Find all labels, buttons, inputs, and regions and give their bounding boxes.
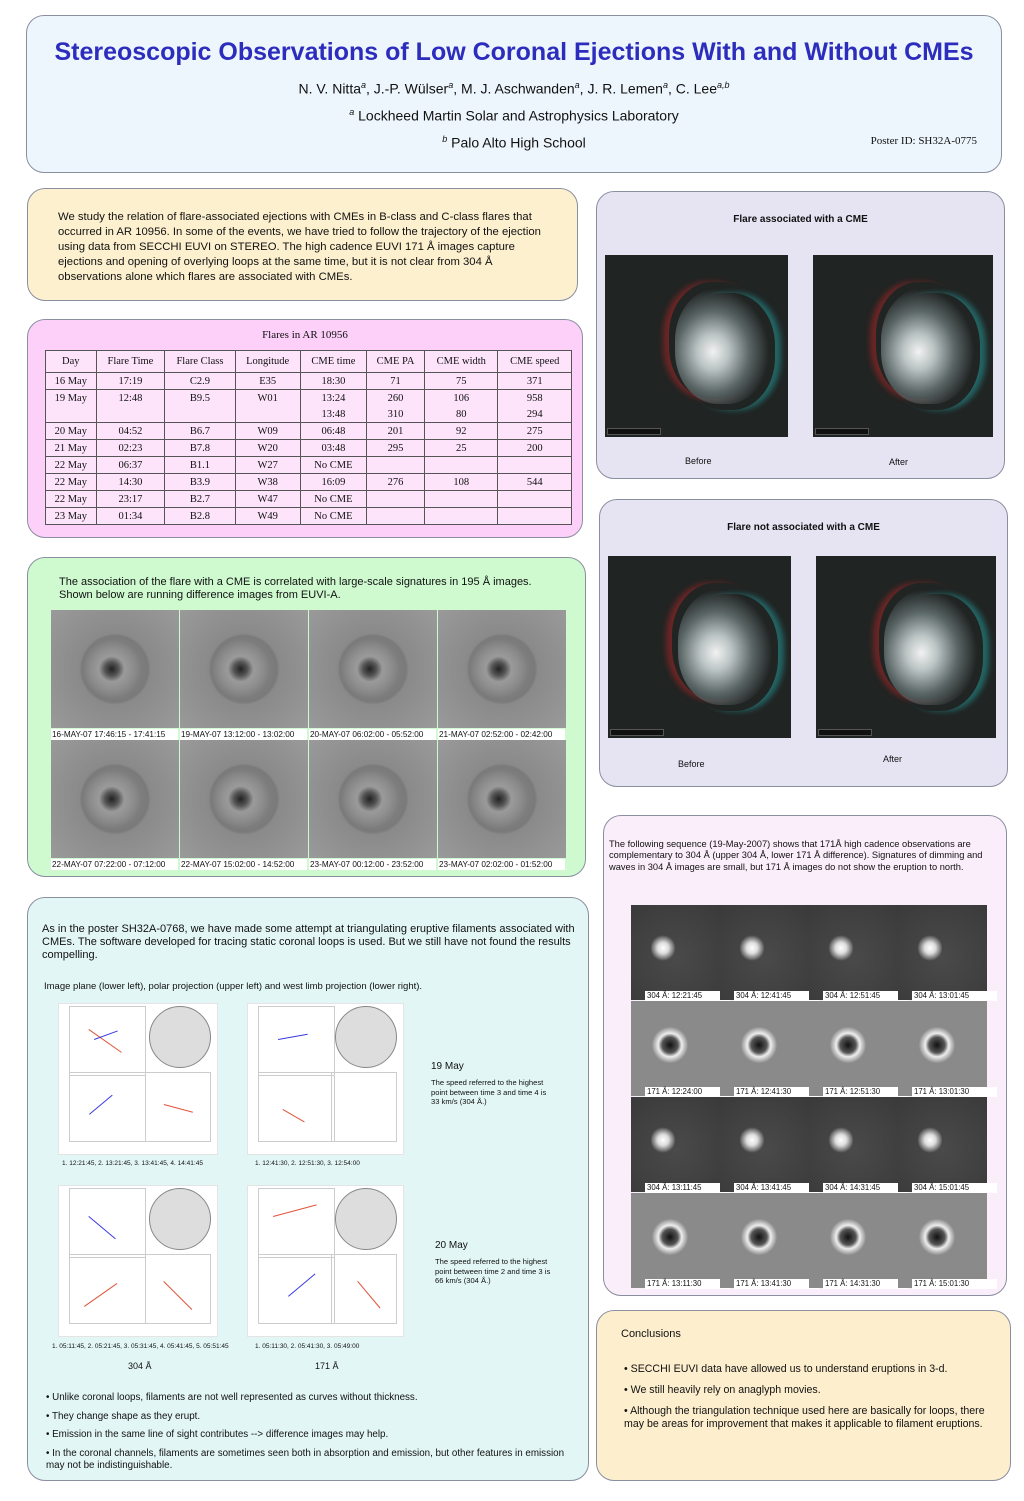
affiliation-mark: b	[442, 134, 448, 144]
bullet-item: • Unlike coronal loops, filaments are not well represented as curves without thickness.	[46, 1392, 418, 1403]
table-cell	[46, 406, 97, 423]
table-cell: 14:30	[96, 474, 165, 491]
sequence-image	[720, 905, 809, 1000]
affiliation-b	[27, 134, 1001, 151]
header-panel	[26, 15, 1002, 173]
conclusions-panel	[596, 1310, 1011, 1481]
table-cell	[498, 508, 572, 525]
table-cell: 17:19	[96, 373, 165, 390]
table-cell: B6.7	[165, 423, 235, 440]
table-body	[46, 373, 572, 525]
image-plane-disk	[149, 1006, 211, 1068]
running-difference-image	[180, 610, 308, 728]
plot-times: 1. 12:41:30, 2. 12:51:30, 3. 12:54:00	[255, 1160, 360, 1167]
author-aff: a,b	[716, 80, 730, 90]
affiliation-a	[27, 107, 1001, 124]
running-difference-image	[309, 610, 437, 728]
image-timestamp-label: 21-MAY-07 02:52:00 - 02:42:00	[438, 729, 565, 740]
triangulation-plot	[247, 1185, 404, 1337]
table-cell: 19 May	[46, 390, 97, 407]
image-timestamp-label: 23-MAY-07 00:12:00 - 23:52:00	[309, 859, 436, 870]
triangulation-bullets	[46, 1392, 574, 1479]
flare-table-panel	[27, 319, 583, 538]
table-cell: 201	[367, 423, 425, 440]
before-caption: Before	[678, 759, 705, 769]
table-header-cell: Flare Time	[96, 351, 165, 373]
sequence-label: 304 Å: 13:01:45	[912, 991, 997, 1001]
sequence-image	[898, 1097, 987, 1192]
table-cell: B2.7	[165, 491, 235, 508]
table-cell: 13:24	[300, 390, 366, 407]
sequence-label: 171 Å: 15:01:30	[912, 1279, 997, 1289]
sequence-label: 304 Å: 14:31:45	[823, 1183, 908, 1193]
image-timestamp-label: 16-MAY-07 17:46:15 - 17:41:15	[51, 729, 178, 740]
image-plane	[69, 1072, 146, 1142]
image-timestamp-label: 20-MAY-07 06:02:00 - 05:52:00	[309, 729, 436, 740]
table-cell: W38	[235, 474, 300, 491]
triangulation-plot	[247, 1003, 404, 1155]
table-cell: W49	[235, 508, 300, 525]
bullet-item: • In the coronal channels, filaments are sometimes seen both in absorption and emission, but other features in emission may not be indistinguishable.	[46, 1447, 565, 1471]
table-cell: C2.9	[165, 373, 235, 390]
author-name: J. R. Lemen	[587, 80, 663, 97]
sequence-label: 171 Å: 12:24:00	[645, 1087, 730, 1097]
sequence-image	[720, 1001, 809, 1096]
sequence-image	[720, 1097, 809, 1192]
plot-times: 1. 12:21:45, 2. 13:21:45, 3. 13:41:45, 4. 14:41:45	[62, 1160, 203, 1167]
sequence-image	[898, 1001, 987, 1096]
table-cell: 71	[367, 373, 425, 390]
triangulation-panel	[27, 897, 589, 1481]
table-cell	[425, 508, 498, 525]
table-cell	[425, 491, 498, 508]
table-cell: 22 May	[46, 474, 97, 491]
conclusions-title: Conclusions	[621, 1328, 681, 1340]
table-row	[46, 457, 572, 474]
running-difference-image	[180, 740, 308, 858]
bullet-item: • They change shape as they erupt.	[46, 1410, 201, 1422]
table-cell: 106	[425, 390, 498, 407]
sequence-image	[631, 1193, 720, 1288]
table-cell: 80	[425, 406, 498, 423]
plot-times: 1. 05:11:45, 2. 05:21:45, 3. 05:31:45, 4. 05:41:45, 5. 05:51:45	[52, 1343, 229, 1350]
conclusion-item: • Although the triangulation technique used here are basically for loops, there may be areas for improvement that makes it applicable to filament eruptions.	[624, 1405, 985, 1430]
polar-projection	[69, 1188, 146, 1258]
sequence-label: 171 Å: 14:31:30	[823, 1279, 908, 1289]
table-cell: 03:48	[300, 440, 366, 457]
sequence-label: 304 Å: 15:01:45	[912, 1183, 997, 1193]
table-cell: 18:30	[300, 373, 366, 390]
table-cell: 108	[425, 474, 498, 491]
panel-title: Flare associated with a CME	[733, 214, 868, 225]
running-difference-image	[51, 740, 179, 858]
column-label-304: 304 Å	[128, 1361, 152, 1371]
table-cell: W01	[235, 390, 300, 407]
table-cell: 958	[498, 390, 572, 407]
triangulation-caption: Image plane (lower left), polar projection (upper left) and west limb projection (lower right).	[44, 981, 423, 992]
table-row	[46, 440, 572, 457]
triangulation-plot	[58, 1185, 218, 1337]
affiliation-mark: a	[349, 107, 355, 117]
image-timestamp-label: 22-MAY-07 07:22:00 - 07:12:00	[51, 859, 178, 870]
author-aff: a	[574, 80, 580, 90]
sequence-panel	[603, 815, 1007, 1296]
table-cell: 310	[367, 406, 425, 423]
table-cell	[235, 406, 300, 423]
sequence-image	[631, 905, 720, 1000]
table-header-cell: CME speed	[498, 351, 572, 373]
table-cell: 12:48	[96, 390, 165, 407]
table-cell: 275	[498, 423, 572, 440]
table-cell: 16:09	[300, 474, 366, 491]
triangulation-plot	[58, 1003, 218, 1155]
anaglyph-after-image	[816, 556, 996, 738]
author-aff: a	[448, 80, 454, 90]
table-cell: B3.9	[165, 474, 235, 491]
affiliation-text: Palo Alto High School	[451, 134, 586, 151]
table-cell: 23 May	[46, 508, 97, 525]
sequence-image	[898, 1193, 987, 1288]
table-cell: 25	[425, 440, 498, 457]
conclusion-item: • SECCHI EUVI data have allowed us to understand eruptions in 3-d.	[624, 1363, 948, 1375]
table-cell: No CME	[300, 491, 366, 508]
table-row	[46, 491, 572, 508]
table-cell: 21 May	[46, 440, 97, 457]
sequence-image	[631, 1001, 720, 1096]
table-cell: 22 May	[46, 457, 97, 474]
table-cell: W47	[235, 491, 300, 508]
table-cell: 01:34	[96, 508, 165, 525]
table-cell: B1.1	[165, 457, 235, 474]
sequence-image	[720, 1193, 809, 1288]
author-name: N. V. Nitta	[298, 80, 361, 97]
sequence-label: 171 Å: 12:51:30	[823, 1087, 908, 1097]
bullet-item: • Emission in the same line of sight contributes --> difference images may help.	[46, 1429, 389, 1440]
author-name: C. Lee	[675, 80, 717, 97]
sequence-image	[631, 1097, 720, 1192]
table-cell: 23:17	[96, 491, 165, 508]
may19-date: 19 May	[431, 1061, 464, 1072]
table-header-row	[46, 351, 572, 373]
flare-table	[45, 350, 572, 525]
polar-projection	[258, 1188, 335, 1258]
table-cell: 200	[498, 440, 572, 457]
author-name: J.-P. Wülser	[373, 80, 449, 97]
before-caption: Before	[685, 456, 712, 466]
image-plane-disk	[149, 1188, 211, 1250]
table-row	[46, 373, 572, 390]
table-cell: B7.8	[165, 440, 235, 457]
table-header-cell: Flare Class	[165, 351, 235, 373]
table-cell: 13:48	[300, 406, 366, 423]
image-timestamp-label: 19-MAY-07 13:12:00 - 13:02:00	[180, 729, 307, 740]
table-header-cell: Day	[46, 351, 97, 373]
anaglyph-after-image	[813, 255, 993, 437]
table-cell: 92	[425, 423, 498, 440]
sequence-image	[809, 1097, 898, 1192]
table-cell: 371	[498, 373, 572, 390]
may20-date: 20 May	[435, 1240, 468, 1251]
sequence-image	[898, 905, 987, 1000]
table-header-cell: CME time	[300, 351, 366, 373]
sequence-label: 171 Å: 13:41:30	[734, 1279, 819, 1289]
table-cell	[367, 508, 425, 525]
image-plane-disk	[335, 1188, 397, 1250]
table-cell	[367, 491, 425, 508]
sequence-label: 304 Å: 12:51:45	[823, 991, 908, 1001]
table-cell: No CME	[300, 508, 366, 525]
cme-associated-panel	[596, 191, 1005, 479]
west-limb-projection	[145, 1254, 211, 1324]
poster-id: Poster ID: SH32A-0775	[870, 135, 977, 147]
table-header-cell: Longitude	[235, 351, 300, 373]
euvi195-panel	[27, 557, 586, 877]
table-header-cell: CME width	[425, 351, 498, 373]
table-cell: 260	[367, 390, 425, 407]
table-cell	[498, 491, 572, 508]
after-caption: After	[883, 754, 903, 764]
author-name: M. J. Aschwanden	[461, 80, 575, 97]
table-row	[46, 406, 572, 423]
image-timestamp-label: 22-MAY-07 15:02:00 - 14:52:00	[180, 859, 307, 870]
running-difference-image	[438, 740, 566, 858]
table-cell: 16 May	[46, 373, 97, 390]
intro-text: We study the relation of flare-associated ejections with CMEs in B-class and C-class flares that occurred in AR 10956. In some of the events, we have tried to follow the trajectory of the ejection using data from SECCHI EUVI on STEREO. The high cadence EUVI 171 Å images capture ejections and opening of overlying loops at the same time, but it is not clear from 304 Å observations alone which flares are associated with CMEs.	[58, 211, 541, 283]
running-difference-image	[51, 610, 179, 728]
author-list: N. V. Nitta$^a$, J.-P. Wülser$^a$, M. J. Aschwanden$^a$, J. R. Lemen$^a$, C. Lee$^{a,b}$	[298, 80, 730, 97]
author-aff: a	[662, 80, 668, 90]
table-cell	[425, 457, 498, 474]
table-cell: B9.5	[165, 390, 235, 407]
sequence-label: 304 Å: 12:41:45	[734, 991, 819, 1001]
no-cme-panel	[599, 499, 1008, 787]
west-limb-projection	[331, 1072, 397, 1142]
table-caption: Flares in AR 10956	[262, 329, 348, 341]
table-cell: 276	[367, 474, 425, 491]
after-caption: After	[889, 457, 909, 467]
sequence-image	[809, 1001, 898, 1096]
table-cell: 04:52	[96, 423, 165, 440]
table-cell: E35	[235, 373, 300, 390]
may20-note: The speed referred to the highest point between time 2 and time 3 is 66 km/s (304 Å.)	[435, 1257, 551, 1285]
table-cell	[96, 406, 165, 423]
table-cell	[498, 457, 572, 474]
table-cell: W09	[235, 423, 300, 440]
panel-title: Flare not associated with a CME	[727, 522, 880, 533]
image-timestamp-label: 23-MAY-07 02:02:00 - 01:52:00	[438, 859, 565, 870]
table-cell: 294	[498, 406, 572, 423]
sequence-label: 304 Å: 12:21:45	[645, 991, 730, 1001]
author-aff: a	[361, 80, 367, 90]
anaglyph-before-image	[608, 556, 791, 738]
table-row	[46, 423, 572, 440]
table-cell: No CME	[300, 457, 366, 474]
sequence-label: 304 Å: 13:41:45	[734, 1183, 819, 1193]
table-header-cell: CME PA	[367, 351, 425, 373]
table-cell: W20	[235, 440, 300, 457]
table-cell: 06:48	[300, 423, 366, 440]
euvi195-text: The association of the flare with a CME is correlated with large-scale signatures in 195 Å images. Shown below are running difference images from EUVI-A.	[59, 576, 532, 601]
image-plane	[258, 1072, 335, 1142]
table-cell: 22 May	[46, 491, 97, 508]
table-row	[46, 508, 572, 525]
polar-projection	[258, 1006, 335, 1076]
column-label-171: 171 Å	[315, 1361, 339, 1371]
running-difference-image	[309, 740, 437, 858]
anaglyph-before-image	[605, 255, 788, 437]
table-cell	[165, 406, 235, 423]
sequence-label: 171 Å: 13:11:30	[645, 1279, 730, 1289]
sequence-image	[809, 905, 898, 1000]
sequence-label: 171 Å: 12:41:30	[734, 1087, 819, 1097]
sequence-text: The following sequence (19-May-2007) shows that 171Å high cadence observations are complementary to 304 Å (upper 304 Å, lower 171 Å difference). Signatures of dimming and waves in 304 Å images are small, but 171 Å images do not show the eruption to north.	[609, 839, 983, 872]
table-cell: 295	[367, 440, 425, 457]
image-plane-disk	[335, 1006, 397, 1068]
may19-note: The speed referred to the highest point between time 3 and time 4 is 33 km/s (304 Å.)	[431, 1078, 547, 1106]
table-cell: 75	[425, 373, 498, 390]
table-row	[46, 390, 572, 407]
conclusion-item: • We still heavily rely on anaglyph movies.	[624, 1384, 821, 1396]
triangulation-intro: As in the poster SH32A-0768, we have made some attempt at triangulating eruptive filaments associated with CMEs. The software developed for tracing static coronal loops is used. But we still have not found the results compelling.	[42, 923, 575, 961]
sequence-label: 304 Å: 13:11:45	[645, 1183, 730, 1193]
poster-title: Stereoscopic Observations of Low Coronal Ejections With and Without CMEs	[54, 38, 974, 66]
table-cell: 20 May	[46, 423, 97, 440]
conclusions-list	[624, 1363, 994, 1439]
running-difference-image	[438, 610, 566, 728]
table-cell: B2.8	[165, 508, 235, 525]
table-cell: W27	[235, 457, 300, 474]
table-row	[46, 474, 572, 491]
table-cell: 02:23	[96, 440, 165, 457]
table-cell: 544	[498, 474, 572, 491]
table-cell: 06:37	[96, 457, 165, 474]
sequence-image	[809, 1193, 898, 1288]
sequence-label: 171 Å: 13:01:30	[912, 1087, 997, 1097]
plot-times: 1. 05:11:30, 2. 05:41:30, 3. 05:49:00	[255, 1343, 360, 1350]
table-cell	[367, 457, 425, 474]
intro-panel	[27, 188, 578, 301]
affiliation-text: Lockheed Martin Solar and Astrophysics Laboratory	[358, 107, 679, 124]
